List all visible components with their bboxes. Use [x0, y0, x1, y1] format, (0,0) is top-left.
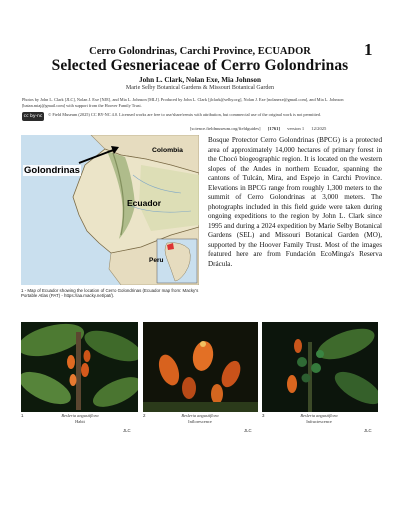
photo-caption-2: [143, 413, 258, 437]
map-caption: 1 - Map of Ecuador showing the location of Cerro Golondrinas (Ecuador map from: Macky's Portable Atlas (PAT) - https://aa.macky.net/pat/).: [21, 288, 199, 299]
photo-inflorescence: [143, 322, 258, 412]
license-row: [22, 112, 380, 122]
page-number: 1: [364, 40, 373, 59]
page-pretitle: Cerro Golondrinas, Carchi Province, ECUADOR: [89, 46, 311, 57]
map-label-colombia: Colombia: [152, 147, 183, 154]
date-label: 12/2025: [311, 126, 327, 131]
institutions: Marie Selby Botanical Gardens & Missouri Botanical Garden: [125, 85, 275, 91]
photo-caption-3: [262, 413, 378, 437]
plant-part: Inflorescence: [188, 419, 212, 424]
map-label-peru: Peru: [149, 257, 164, 264]
site-link[interactable]: [science.fieldmuseum.org/fieldguides]: [190, 126, 261, 131]
photo-number: 1: [21, 413, 24, 418]
version-label: version 1: [287, 126, 305, 131]
photo-caption-1: [21, 413, 138, 437]
photo-number: 3: [262, 413, 265, 418]
cc-license-badge[interactable]: cc by-nc: [23, 114, 43, 119]
photo-credits: Photos by John L. Clark [JLC], Nolan J. Exe [NJE], and Mia L. Johnson [MLJ]. Produced by John L. Clark [jlclark@selby.org], Nolan J. Exe [nolanexe@gmail.com], and Mia L. Johnson [batan.miaj@gmail.com] with support from the Hoover Family Trust.: [22, 97, 344, 108]
photographer: JLC: [244, 428, 252, 433]
species-name: Besleria angustiflora: [61, 413, 99, 418]
species-name: Besleria angustiflora: [181, 413, 219, 418]
photo-number: 2: [143, 413, 146, 418]
license-text: © Field Museum (2025) CC BY-NC 4.0. Licensed works are free to use/share/remix with attribution, but commercial use of the original work is not permitted.: [48, 112, 321, 117]
authors: John L. Clark, Nolan Exe, Mia Johnson: [138, 76, 261, 84]
ecuador-map: [21, 135, 199, 285]
meta-row: [190, 126, 380, 131]
intro-text: Bosque Protector Cerro Golondrinas (BPCG) is a protected area of approximately 14,000 hectares of primary forest in the Chocó biogeographic region. It is located on the western slopes of the Andes in northern Ecuador, spanning the cantons of Tulcán, Mira, and Espejo in Carchi Province. Elevations in BPCG range from roughly 1,300 meters to the summit of Cerro Golondrinas at 3,000 meters. The photographs included in this field guide were taken during ongoing expeditions to the region by John L. Clark since 1995 and during a 2024 expedition by Marie Selby Botanical Gardens (SEL) and Missouri Botanical Garden (MO), supported by the Hoover Family Trust. Most of the images featured here are from Fundación EcoMinga's Reserva Drácula.: [208, 136, 382, 268]
plant-part: Habit: [75, 419, 85, 424]
photographer: JLC: [123, 428, 131, 433]
photographer: JLC: [364, 428, 372, 433]
guide-code: [1761]: [267, 126, 280, 131]
page-title: Selected Gesneriaceae of Cerro Golondrinas: [51, 57, 349, 74]
map-label-ecuador: Ecuador: [127, 198, 162, 208]
photo-infructescence: [262, 322, 378, 412]
species-name: Besleria angustiflora: [300, 413, 338, 418]
plant-part: Infructescence: [306, 419, 332, 424]
map-label-golondrinas: Golondrinas: [24, 165, 80, 176]
photo-habit: [21, 322, 138, 412]
